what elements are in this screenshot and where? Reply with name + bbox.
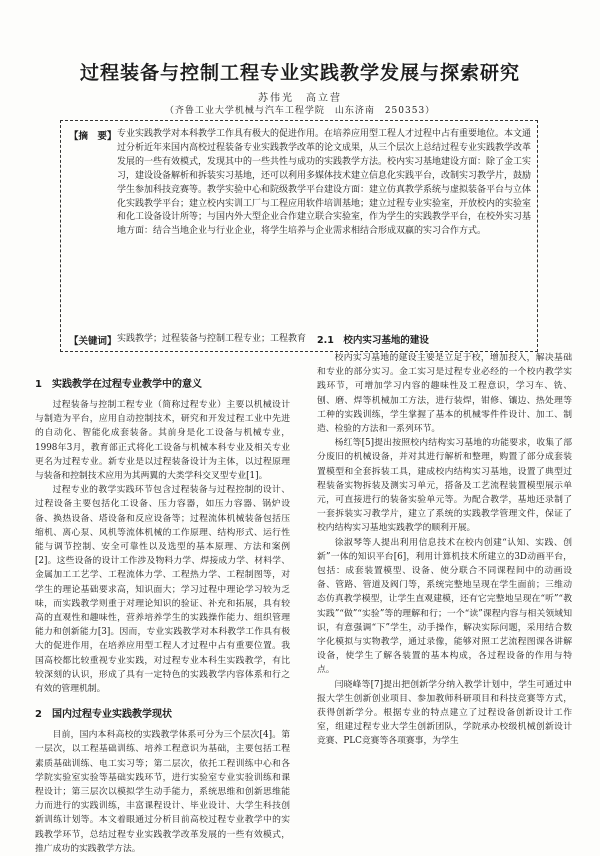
section-2-heading: 2 国内过程专业实践教学现状 xyxy=(35,709,172,721)
keywords-label: 【关键词】 xyxy=(69,336,117,347)
section-2-paragraph: 目前，国内本科高校的实践教学体系可分为三个层次[4]。第一层次，以工程基础训练、培养工程意识为基础，主要包括工程素质基础训练、电工实习等；第二层次，依托工程训练中心和各学院实验室实验等基础实践环节，进行实验室专业实验训练和课程设计；第三层次以模拟学生动手能力，系统思维和创新思维能力而进行的实践训练，丰富课程设计、毕业设计、大学生科技创新训练计划等。本文着眼通过分析目前高校过程专业教学中的实践教学环节，总结过程专业实践教学改革发展的一些有效模式，推广成功的实践教学方法。 xyxy=(35,730,290,854)
paper-affiliation: （齐鲁工业大学机械与汽车工程学院 山东济南 250353） xyxy=(164,106,436,116)
section-2-1-paragraph: 校内实习基地的建设主要是立足于校，增加投入，解决基础和专业的部分实习。金工实习是过程专业必经的一个校内教学实践环节，可增加学习内容的趣味性及工程意识，学习车、铣、刨、磨、焊等机械加工方法，进行装焊，钳修、镶边、热处理等工种的实践训练，学生掌握了基本的机械零件件设计、加工、制造、检验的方法和一系列环节。 xyxy=(317,353,572,435)
left-column xyxy=(35,378,290,856)
paper-title: 过程装备与控制工程专业实践教学发展与探索研究 xyxy=(79,62,520,84)
right-column xyxy=(317,330,572,749)
section-2-1-heading: 2.1 校内实习基地的建设 xyxy=(317,335,429,346)
section-1-heading: 1 实践教学在过程专业教学中的意义 xyxy=(35,379,202,390)
abstract-box xyxy=(60,120,538,352)
section-2-1-paragraph: 徐淑琴等人提出利用信息技术在校内创建“认知、实践、创新”一体的知识平台[6]，利用计算机技术所建立的3D动画平台，包括：成套装置模型、设备、使分联合不同课程间中的动画设备、管路、管道及阀门等，系统完整地呈现在学生面前；三维动态仿真教学模型，让学生直观建模，还有它完整地呈现在“听”“教实践”“做”“实验”等的理解和行；一个“读”课程内容与相关领域知识，有意强调“下”学生，动手操作，解决实际问题，采用结合数字化模拟与实物教学，通过录像，能够对照工艺流程图课各讲解设备，使学生了解各装置的基本构成，各过程设备的作用与特点。 xyxy=(317,537,572,676)
section-2-1-paragraph: 杨红等[5]提出按照校内结构实习基地的功能要求，收集了部分废旧的机械设备，并对其进行解析和整理，购置了部分成套装置模型和全套拆装工具，建成校内结构实习基地，设置了典型过程装备实物拆装及测实习单元，搭备及工艺流程装置模型展示单元，可直接进行的装备实验单元等。为配合教学，基地还录制了一套拆装实习教学片，建立了系统的实践教学管理文件，保证了校内结构实习基地实践教学的顺利开展。 xyxy=(317,438,572,534)
section-1-paragraph: 过程专业的教学实践环节包含过程装备与过程控制的设计、过程设备主要包括化工设备、压力容器，如压力容器、锅炉设备、换热设备、塔设备和反应设备等；过程流体机械装备包括压缩机、离心泵、风机等流体机械的工作原理、结构形式、运行性能与调节控制、安全可靠性以及选型的基本原理、方法和案例[2]。这些设备的设计工作涉及物料力学、焊接成力学、材料学、金属加工工艺学、工程流体力学、工程热力学、工程制图等，对学生的理论基础要求高，知识面大；学习过程中理论学习较为乏味，而实践教学则重于对理论知识的验证、补充和拓展，具有较高的直观性和趣味性，营养培养学生的实践操作能力、组织管理能力和创新能力[3]。因而，专业实践教学对本科教学工作具有极大的促进作用，在培养应用型工程人才过程中占有重要位置。我国高校都比较重视专业实践，对过程专业本科生实践教学，有比较深刻的认识，形成了具有一定特色的实践教学内容体系和行之有效的管理机制。 xyxy=(35,485,290,695)
section-2-1-paragraph: 闫晓峰等[7]提出把创新学分纳入教学计划中，学生可通过申报大学生创新创业项目、参加教师科研项目和科技竞赛等方式，获得创新学分。根据专业的特点建立了过程设备创新设计工作室，组建过程专业大学生创新团队，学院承办校级机械创新设计竞赛、PLC竞赛等各项赛事，为学生 xyxy=(317,679,572,747)
paper-authors: 苏伟光 高立营 xyxy=(258,93,342,104)
abstract-label: 【摘 要】 xyxy=(69,131,117,142)
abstract-text: 专业实践教学对本科教学工作具有极大的促进作用。在培养应用型工程人才过程中占有重要地位。本文通过分析近年来国内高校过程装备专业实践教学改革的论文成果，从三个层次上总结过程专业实践教学改革发展的一些有效模式，发现其中的一些共性与成功的实践教学方法。校内实习基地建设方面：除了金工实习，建设设备解析和拆装实习基地，还可以利用多媒体技术建立信息化实践平台，改制实习教学片，鼓励学生参加科技竞赛等。教学实验中心和院级教学平台建设方面：建立仿真教学系统与虚拟装备平台与立体化实践教学平台；建立校内实训工厂与工程应用软件培训基地；建立过程专业实验室，开放校内的实验室和化工设备设计所等；与国内外大型企业合作建立联合实验室，作为学生的实践教学平台，在校外实习基地方面：结合当地企业与行业企业，将学生培养与企业需求相结合形成双赢的实习合作方式。 xyxy=(117,129,532,237)
keywords-text: 实践教学；过程装备与控制工程专业；工程教育 xyxy=(117,334,307,344)
section-1-paragraph: 过程装备与控制工程专业（简称过程专业）主要以机械设计与制造为平台，应用自动控制技术，研究和开发过程工业中先进的自动化、智能化成套装备。其前身是化工设备与机械专业，1998年3月，教育部正式将化工设备与机械本科专业及相关专业更名为过程专业。新专业是以过程装备设计为主体，以过程原理与装备和控制技术应用为其两翼的大类学科交叉型专业[1]。 xyxy=(35,400,290,482)
